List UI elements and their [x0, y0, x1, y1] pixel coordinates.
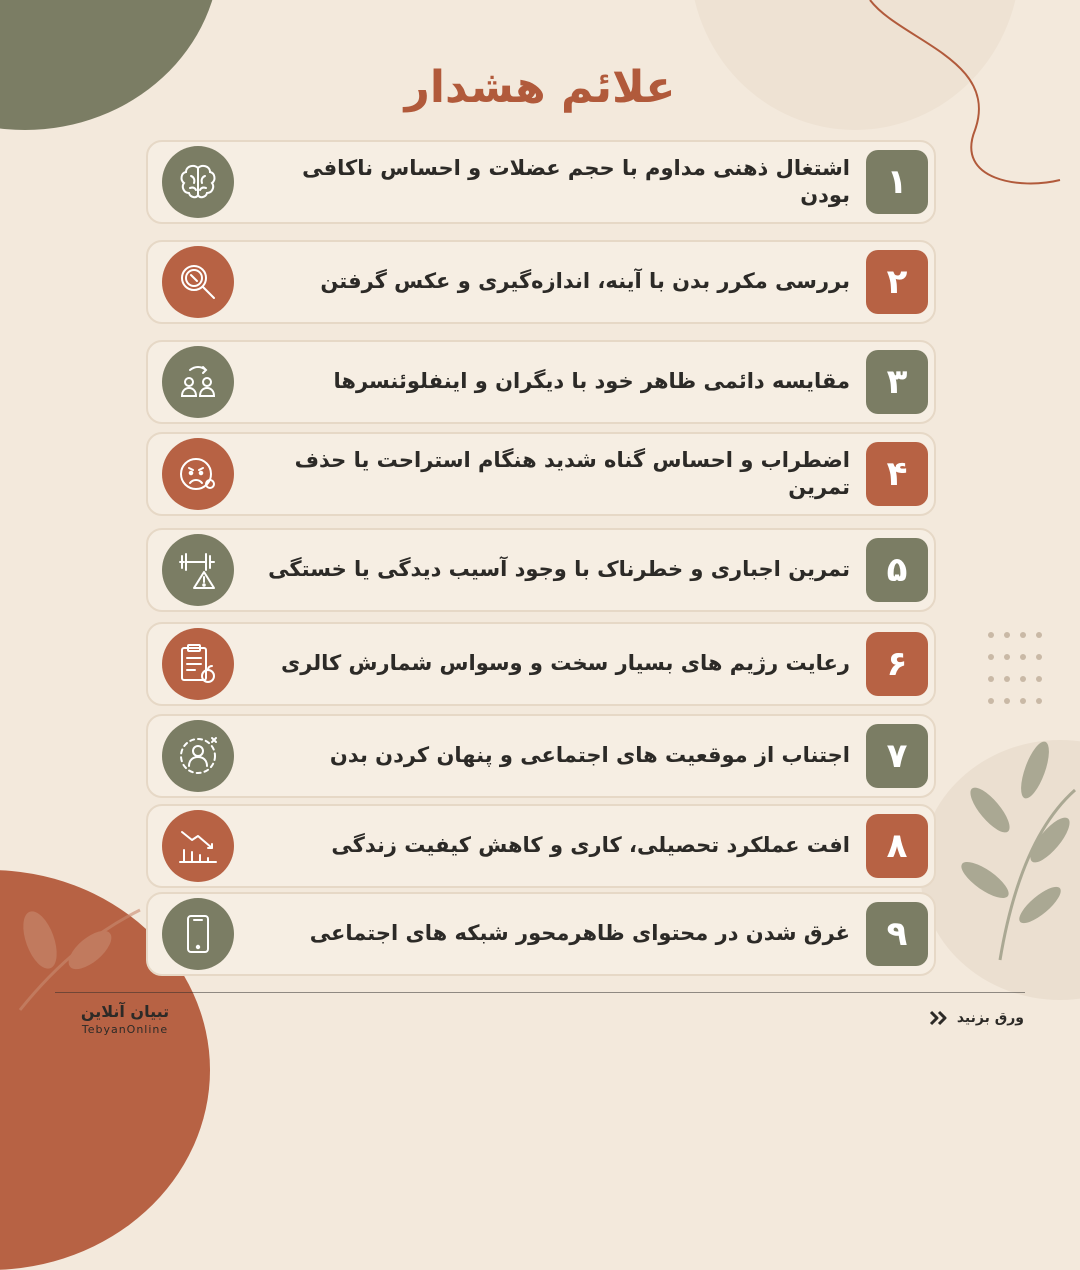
declining-chart-icon: [162, 810, 234, 882]
number-badge: ۸: [866, 814, 928, 878]
warning-sign-text: افت عملکرد تحصیلی، کاری و کاهش کیفیت زندگی: [331, 833, 850, 858]
warning-sign-text: اجتناب از موقعیت های اجتماعی و پنهان کردن بدن: [329, 743, 850, 768]
diet-clipboard-icon: [162, 628, 234, 700]
logo-text-en: TebyanOnline: [81, 1023, 169, 1036]
page-title: علائم هشدار: [404, 62, 676, 113]
decorative-dots: [988, 632, 1052, 712]
worried-face-icon: [162, 438, 234, 510]
swipe-hint[interactable]: [929, 1010, 1024, 1026]
warning-sign-card-6: [146, 622, 936, 706]
logo-text-fa: تبیان آنلاین: [80, 1002, 170, 1021]
warning-sign-card-7: [146, 714, 936, 798]
warning-sign-text: بررسی مکرر بدن با آینه، اندازه‌گیری و عکس گرفتن: [320, 269, 850, 294]
compare-people-icon: [162, 346, 234, 418]
isolated-person-icon: [162, 720, 234, 792]
warning-sign-card-2: [146, 240, 936, 324]
number-badge: ۳: [866, 350, 928, 414]
warning-sign-text: تمرین اجباری و خطرناک با وجود آسیب دیدگی یا خستگی: [268, 557, 850, 582]
number-badge: ۵: [866, 538, 928, 602]
warning-sign-card-8: [146, 804, 936, 888]
warning-sign-card-4: [146, 432, 936, 516]
number-badge: ۱: [866, 150, 928, 214]
swipe-label: ورق بزنید: [956, 1010, 1024, 1026]
number-badge: ۲: [866, 250, 928, 314]
number-badge: ۷: [866, 724, 928, 788]
warning-sign-text: غرق شدن در محتوای ظاهرمحور شبکه های اجتماعی: [309, 921, 850, 946]
warning-sign-text: مقایسه دائمی ظاهر خود با دیگران و اینفلوئنسرها: [333, 369, 850, 394]
dumbbell-warning-icon: [162, 534, 234, 606]
warning-sign-card-5: [146, 528, 936, 612]
warning-sign-card-9: [146, 892, 936, 976]
warning-sign-text: اشتغال ذهنی مداوم با حجم عضلات و احساس ناکافی بودن: [302, 155, 850, 207]
magnifier-icon: [162, 246, 234, 318]
warning-sign-text: رعایت رژیم های بسیار سخت و وسواس شمارش کالری: [280, 651, 850, 676]
brain-icon: [162, 146, 234, 218]
number-badge: ۶: [866, 632, 928, 696]
warning-sign-card-3: [146, 340, 936, 424]
number-badge: ۴: [866, 442, 928, 506]
double-chevron-icon: [929, 1010, 951, 1026]
tebyan-logo: [70, 1002, 180, 1036]
warning-sign-text: اضطراب و احساس گناه شدید هنگام استراحت یا حذف تمرین: [294, 447, 850, 499]
smartphone-icon: [162, 898, 234, 970]
warning-sign-card-1: [146, 140, 936, 224]
footer-divider: [55, 992, 1025, 993]
number-badge: ۹: [866, 902, 928, 966]
